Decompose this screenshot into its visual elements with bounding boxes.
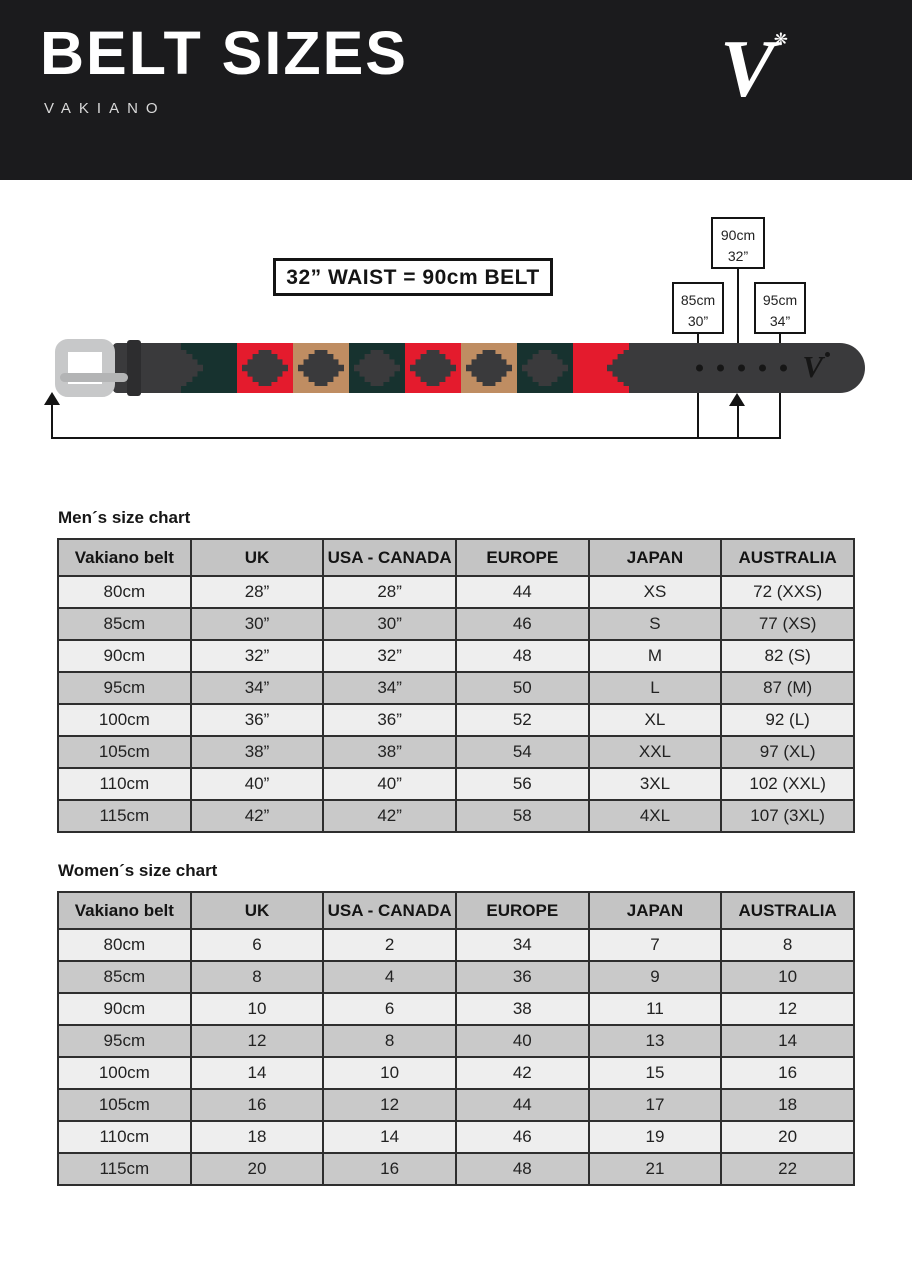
size-value-cell: XXL xyxy=(589,736,722,768)
size-value-cell: 52 xyxy=(456,704,589,736)
column-header: UK xyxy=(191,539,324,576)
column-header: USA - CANADA xyxy=(323,539,456,576)
size-value-cell: 42” xyxy=(191,800,324,832)
size-tag-cm: 90cm xyxy=(720,227,756,243)
belt-size-cell: 85cm xyxy=(58,608,191,640)
size-value-cell: 28” xyxy=(323,576,456,608)
size-value-cell: 77 (XS) xyxy=(721,608,854,640)
size-value-cell: M xyxy=(589,640,722,672)
flower-icon: ❋ xyxy=(773,30,788,49)
belt-keeper-loop xyxy=(127,340,141,396)
size-tag-90cm xyxy=(711,217,765,269)
column-header: Vakiano belt xyxy=(58,539,191,576)
column-header: JAPAN xyxy=(589,892,722,929)
belt-size-cell: 95cm xyxy=(58,672,191,704)
belt-hole xyxy=(717,365,724,372)
belt-tip-logo: V xyxy=(802,349,823,384)
header-row xyxy=(58,892,854,929)
size-value-cell: 38” xyxy=(191,736,324,768)
page-title: BELT SIZES xyxy=(40,19,408,87)
size-value-cell: 14 xyxy=(323,1121,456,1153)
table-row xyxy=(58,1121,854,1153)
size-value-cell: 10 xyxy=(323,1057,456,1089)
belt-size-cell: 80cm xyxy=(58,576,191,608)
size-value-cell: 20 xyxy=(721,1121,854,1153)
size-value-cell: 48 xyxy=(456,640,589,672)
table-row xyxy=(58,1089,854,1121)
column-header: EUROPE xyxy=(456,539,589,576)
size-value-cell: 10 xyxy=(721,961,854,993)
size-value-cell: 48 xyxy=(456,1153,589,1185)
belt-pattern-square-tan xyxy=(293,343,349,393)
belt-illustration xyxy=(55,343,865,393)
size-tag-inches: 32” xyxy=(727,248,749,264)
belt-hole xyxy=(738,365,745,372)
belt-size-cell: 100cm xyxy=(58,704,191,736)
belt-pattern-square-tan xyxy=(461,343,517,393)
size-value-cell: 8 xyxy=(721,929,854,961)
table-row xyxy=(58,1025,854,1057)
size-tag-85cm xyxy=(672,282,724,334)
table-row xyxy=(58,576,854,608)
size-value-cell: 17 xyxy=(589,1089,722,1121)
header-row xyxy=(58,539,854,576)
size-value-cell: 38” xyxy=(323,736,456,768)
pampa-diamond xyxy=(522,350,568,386)
size-tag-inches: 34” xyxy=(769,313,791,329)
belt-size-cell: 85cm xyxy=(58,961,191,993)
size-value-cell: 102 (XXL) xyxy=(721,768,854,800)
size-value-cell: 22 xyxy=(721,1153,854,1185)
size-value-cell: 87 (M) xyxy=(721,672,854,704)
belt-size-cell: 90cm xyxy=(58,640,191,672)
pampa-diamond xyxy=(157,350,203,386)
connector-line-85cm xyxy=(697,334,699,343)
belt-size-cell: 115cm xyxy=(58,800,191,832)
table-row xyxy=(58,929,854,961)
size-value-cell: 3XL xyxy=(589,768,722,800)
pampa-diamond xyxy=(354,350,400,386)
size-value-cell: 19 xyxy=(589,1121,722,1153)
pampa-diamond xyxy=(298,350,344,386)
table-row xyxy=(58,640,854,672)
size-tag-95cm xyxy=(754,282,806,334)
size-value-cell: 15 xyxy=(589,1057,722,1089)
mens-chart-title: Men´s size chart xyxy=(58,508,191,527)
size-value-cell: 14 xyxy=(721,1025,854,1057)
belt-size-cell: 90cm xyxy=(58,993,191,1025)
size-value-cell: 8 xyxy=(323,1025,456,1057)
size-value-cell: 82 (S) xyxy=(721,640,854,672)
size-value-cell: 16 xyxy=(191,1089,324,1121)
column-header: UK xyxy=(191,892,324,929)
table-row xyxy=(58,672,854,704)
size-tag-cm: 95cm xyxy=(762,292,798,308)
column-header: AUSTRALIA xyxy=(721,892,854,929)
size-value-cell: 9 xyxy=(589,961,722,993)
size-value-cell: 30” xyxy=(191,608,324,640)
size-value-cell: 8 xyxy=(191,961,324,993)
belt-hole xyxy=(696,365,703,372)
size-value-cell: 42 xyxy=(456,1057,589,1089)
pampa-diamond xyxy=(607,350,653,386)
size-value-cell: 12 xyxy=(721,993,854,1025)
column-header: AUSTRALIA xyxy=(721,539,854,576)
belt-pattern-square-red xyxy=(573,343,629,393)
size-value-cell: 18 xyxy=(191,1121,324,1153)
table-row xyxy=(58,736,854,768)
belt-size-cell: 95cm xyxy=(58,1025,191,1057)
belt-size-cell: 110cm xyxy=(58,1121,191,1153)
size-value-cell: 11 xyxy=(589,993,722,1025)
connector-line-95cm xyxy=(779,334,781,343)
size-value-cell: 38 xyxy=(456,993,589,1025)
table-row xyxy=(58,704,854,736)
belt-pattern-square-teal xyxy=(349,343,405,393)
mens-size-table xyxy=(57,538,855,833)
size-value-cell: 12 xyxy=(323,1089,456,1121)
arrow-up-icon xyxy=(44,392,60,405)
measure-line-middle-hole xyxy=(737,404,739,439)
pampa-diamond xyxy=(466,350,512,386)
size-value-cell: 36” xyxy=(191,704,324,736)
size-value-cell: 16 xyxy=(323,1153,456,1185)
belt-size-cell: 80cm xyxy=(58,929,191,961)
size-value-cell: 97 (XL) xyxy=(721,736,854,768)
size-tag-cm: 85cm xyxy=(680,292,716,308)
size-value-cell: 28” xyxy=(191,576,324,608)
size-value-cell: 58 xyxy=(456,800,589,832)
belt-pattern-square-red xyxy=(237,343,293,393)
connector-line-90cm xyxy=(737,269,739,343)
pampa-diamond xyxy=(242,350,288,386)
size-value-cell: 46 xyxy=(456,1121,589,1153)
size-value-cell: 6 xyxy=(323,993,456,1025)
size-value-cell: 40 xyxy=(456,1025,589,1057)
size-value-cell: 36 xyxy=(456,961,589,993)
belt-hole xyxy=(759,365,766,372)
womens-size-table xyxy=(57,891,855,1186)
column-header: EUROPE xyxy=(456,892,589,929)
size-value-cell: 44 xyxy=(456,576,589,608)
belt-size-cell: 105cm xyxy=(58,1089,191,1121)
size-value-cell: 4XL xyxy=(589,800,722,832)
size-value-cell: 42” xyxy=(323,800,456,832)
table-row xyxy=(58,993,854,1025)
belt-hole xyxy=(780,365,787,372)
size-tag-inches: 30” xyxy=(687,313,709,329)
size-value-cell: 46 xyxy=(456,608,589,640)
size-value-cell: 16 xyxy=(721,1057,854,1089)
belt-strap xyxy=(113,343,865,393)
buckle-prong xyxy=(60,373,128,382)
size-value-cell: 40” xyxy=(323,768,456,800)
size-value-cell: 34” xyxy=(323,672,456,704)
size-value-cell: 2 xyxy=(323,929,456,961)
size-value-cell: L xyxy=(589,672,722,704)
size-value-cell: XS xyxy=(589,576,722,608)
belt-size-cell: 115cm xyxy=(58,1153,191,1185)
table-row xyxy=(58,608,854,640)
belt-size-cell: 110cm xyxy=(58,768,191,800)
belt-size-cell: 105cm xyxy=(58,736,191,768)
belt-pampa-pattern xyxy=(181,343,629,393)
size-value-cell: 50 xyxy=(456,672,589,704)
table-row xyxy=(58,961,854,993)
waist-equation-label: 32” WAIST = 90cm BELT xyxy=(273,258,553,296)
size-value-cell: 20 xyxy=(191,1153,324,1185)
measure-line-horizontal xyxy=(51,437,781,439)
size-value-cell: 34 xyxy=(456,929,589,961)
size-value-cell: 6 xyxy=(191,929,324,961)
size-value-cell: 40” xyxy=(191,768,324,800)
belt-pattern-square-teal xyxy=(517,343,573,393)
size-value-cell: 36” xyxy=(323,704,456,736)
size-value-cell: 13 xyxy=(589,1025,722,1057)
size-value-cell: 32” xyxy=(323,640,456,672)
measure-line-buckle xyxy=(51,404,53,439)
size-value-cell: 12 xyxy=(191,1025,324,1057)
pampa-diamond xyxy=(410,350,456,386)
belt-holes xyxy=(696,365,787,372)
size-value-cell: 14 xyxy=(191,1057,324,1089)
column-header: USA - CANADA xyxy=(323,892,456,929)
size-value-cell: 34” xyxy=(191,672,324,704)
belt-pattern-square-teal xyxy=(181,343,237,393)
belt-size-cell: 100cm xyxy=(58,1057,191,1089)
size-value-cell: 10 xyxy=(191,993,324,1025)
size-value-cell: 107 (3XL) xyxy=(721,800,854,832)
size-value-cell: 54 xyxy=(456,736,589,768)
column-header: Vakiano belt xyxy=(58,892,191,929)
table-row xyxy=(58,800,854,832)
size-value-cell: 44 xyxy=(456,1089,589,1121)
logo-v-letter: V xyxy=(720,23,775,114)
brand-name: VAKIANO xyxy=(44,100,166,117)
size-value-cell: 92 (L) xyxy=(721,704,854,736)
measure-line-hole5 xyxy=(779,393,781,439)
size-charts-section xyxy=(57,508,855,1186)
size-value-cell: 18 xyxy=(721,1089,854,1121)
arrow-up-icon xyxy=(729,393,745,406)
column-header: JAPAN xyxy=(589,539,722,576)
vakiano-logo-icon xyxy=(702,23,794,128)
size-value-cell: S xyxy=(589,608,722,640)
size-value-cell: 7 xyxy=(589,929,722,961)
measure-line-hole1 xyxy=(697,393,699,439)
header-banner xyxy=(0,0,912,180)
size-value-cell: 32” xyxy=(191,640,324,672)
table-row xyxy=(58,1057,854,1089)
belt-pattern-square-red xyxy=(405,343,461,393)
size-value-cell: 4 xyxy=(323,961,456,993)
size-value-cell: 30” xyxy=(323,608,456,640)
table-row xyxy=(58,1153,854,1185)
womens-chart-title: Women´s size chart xyxy=(58,861,218,880)
table-row xyxy=(58,768,854,800)
size-value-cell: XL xyxy=(589,704,722,736)
size-value-cell: 21 xyxy=(589,1153,722,1185)
belt-buckle xyxy=(55,339,115,397)
size-value-cell: 72 (XXS) xyxy=(721,576,854,608)
size-value-cell: 56 xyxy=(456,768,589,800)
